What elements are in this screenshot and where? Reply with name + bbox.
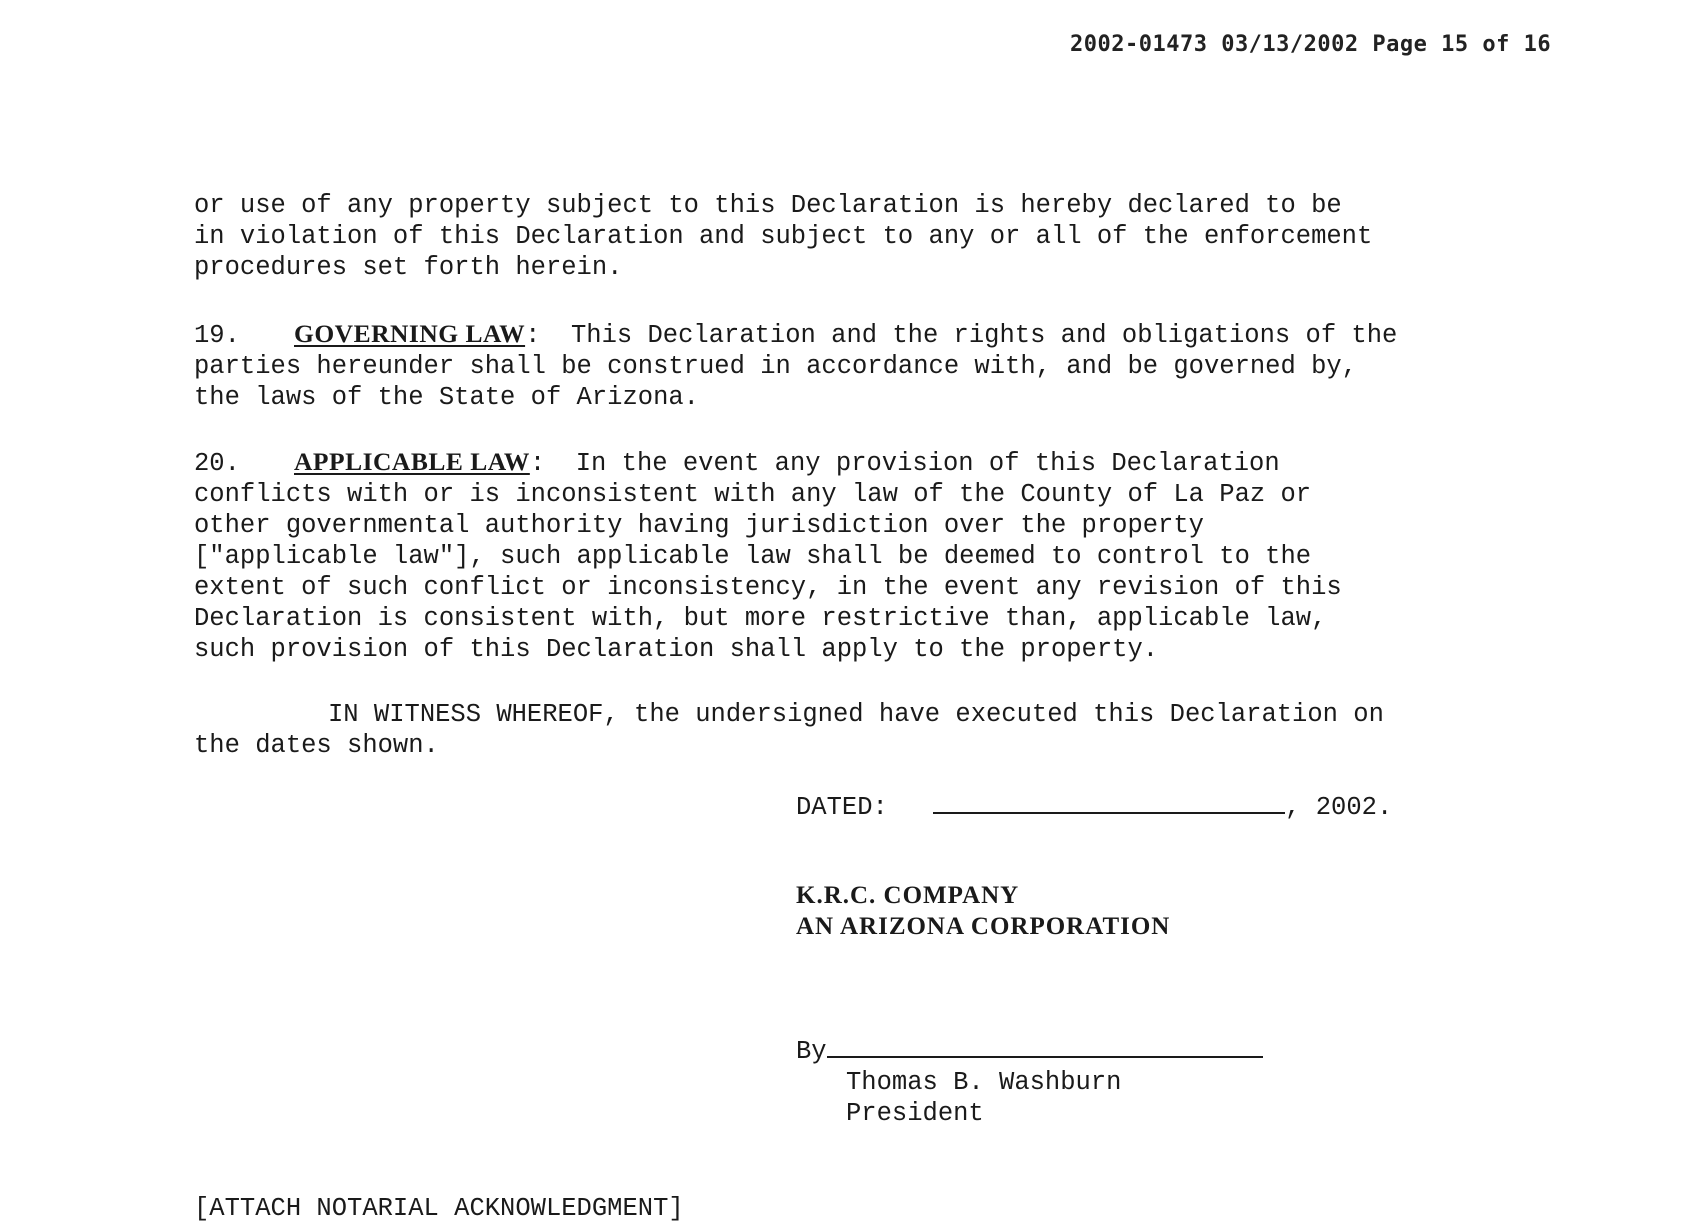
paragraph-line: the laws of the State of Arizona. [194,383,699,412]
section-text: This Declaration and the rights and obligations of the [540,321,1398,350]
paragraph-line: in violation of this Declaration and subject to any or all of the enforcement [194,222,1373,251]
dated-year: , 2002. [1285,793,1393,822]
signer-name: Thomas B. Washburn [846,1068,1122,1097]
paragraph-line: the dates shown. [194,731,439,760]
section-first-line [194,318,1524,351]
section-heading: GOVERNING LAW [294,319,526,348]
section-applicable-law [194,446,1524,665]
paragraph-line [194,699,1524,730]
company-block [796,880,1170,942]
section-text: In the event any provision of this Declaration [545,449,1280,478]
paragraph-line: parties hereunder shall be construed in accordance with, and be governed by, [194,352,1357,381]
dated-label: DATED: [796,793,888,822]
section-first-line [194,446,1524,479]
witness-text: IN WITNESS WHEREOF, the undersigned have executed this Declaration on [328,700,1384,729]
paragraph-line: such provision of this Declaration shall apply to the property. [194,635,1159,664]
signature-line [796,1034,1263,1067]
section-heading: APPLICABLE LAW [294,447,530,476]
paragraph-line: extent of such conflict or inconsistency, in the event any revision of this [194,573,1342,602]
paragraph-line: other governmental authority having jurisdiction over the property [194,511,1204,540]
witness-paragraph [194,699,1524,761]
by-label: By [796,1037,827,1066]
heading-colon: : [529,449,546,478]
dated-line [796,790,1392,823]
signature-blank [827,1034,1263,1058]
date-blank [933,790,1285,814]
paragraph-line: conflicts with or is inconsistent with any law of the County of La Paz or [194,480,1312,509]
section-governing-law [194,318,1524,413]
signature-block [796,1034,1263,1129]
continuation-paragraph [194,190,1524,283]
paragraph-line: procedures set forth herein. [194,253,623,282]
company-type: AN ARIZONA CORPORATION [796,913,1171,940]
attach-notarial-note: [ATTACH NOTARIAL ACKNOWLEDGMENT] [194,1194,684,1223]
paragraph-line: or use of any property subject to this Declaration is hereby declared to be [194,191,1342,220]
paragraph-line: ["applicable law"], such applicable law shall be deemed to control to the [194,542,1312,571]
heading-colon: : [525,321,541,350]
company-name: K.R.C. COMPANY [796,882,1020,909]
paragraph-line: Declaration is consistent with, but more restrictive than, applicable law, [194,604,1327,633]
section-number: 19. [194,321,240,350]
recording-stamp: 2002-01473 03/13/2002 Page 15 of 16 [1070,32,1552,57]
section-number: 20. [194,449,240,478]
signer-title: President [846,1099,984,1128]
